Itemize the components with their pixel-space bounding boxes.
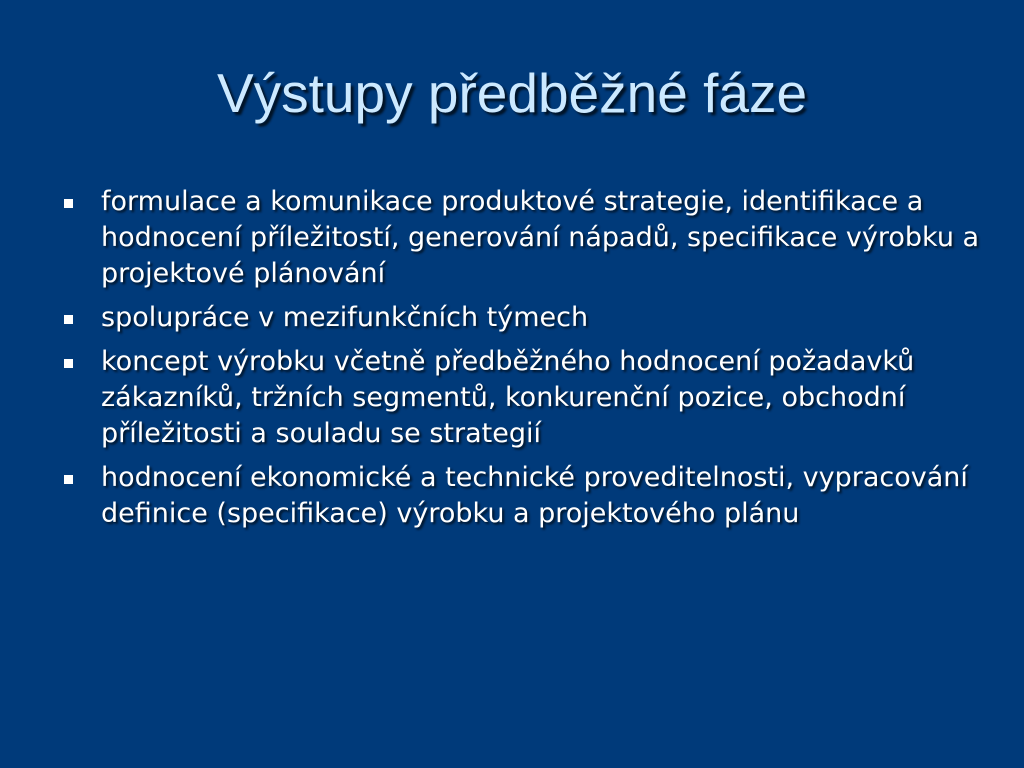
bullet-item xyxy=(64,300,984,336)
bullet-list xyxy=(64,184,984,540)
bullet-text: formulace a komunikace produktové strategie, identifikace a hodnocení příležitostí, generování nápadů, specifikace výrobku a projektové plánování xyxy=(101,186,980,289)
bullet-text: spolupráce v mezifunkčních týmech xyxy=(101,302,589,333)
slide-title: Výstupy předběžné fáze xyxy=(216,62,808,124)
square-bullet-icon xyxy=(64,199,73,208)
bullet-text: hodnocení ekonomické a technické proveditelnosti, vypracování definice (specifikace) výrobku a projektového plánu xyxy=(101,462,968,529)
bullet-text: koncept výrobku včetně předběžného hodnocení požadavků zákazníků, tržních segmentů, konkurenční pozice, obchodní příležitosti a souladu se strategií xyxy=(101,346,915,449)
square-bullet-icon xyxy=(64,315,73,324)
bullet-item xyxy=(64,460,984,532)
bullet-item xyxy=(64,184,984,292)
square-bullet-icon xyxy=(64,359,73,368)
bullet-item xyxy=(64,344,984,452)
square-bullet-icon xyxy=(64,475,73,484)
